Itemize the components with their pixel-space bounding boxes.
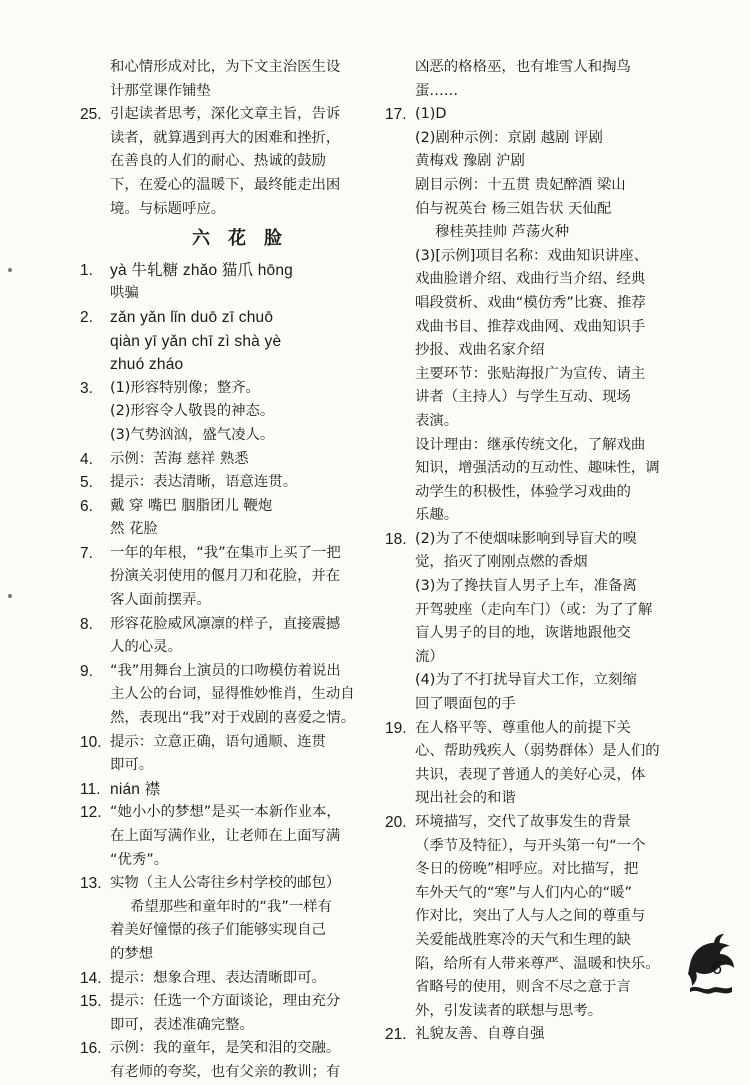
answer-item-20 (385, 811, 697, 1023)
text-line: (3)为了搀扶盲人男子上车，准备离 (415, 578, 637, 595)
text-line: 示例：我的童年，是笑和泪的交融。 (110, 1040, 341, 1057)
right-column (385, 56, 697, 1047)
text-line: (3)[示例]项目名称：戏曲知识讲座、 (415, 247, 649, 264)
answer-item-5 (80, 471, 382, 495)
text-line: 提示：表达清晰，语意连贯。 (110, 474, 298, 491)
text-line: (2)剧种示例：京剧 越剧 评剧 (415, 129, 603, 146)
scan-dot (8, 268, 12, 272)
text-line: 穆桂英挂帅 芦荡火种 (435, 224, 570, 241)
text-line: 戏曲脸谱介绍、戏曲行当介绍、经典 (415, 271, 646, 288)
item-number: 15. (80, 993, 102, 1011)
text-line: 形容花脸威风凛凛的样子，直接震撼 (110, 615, 341, 632)
text-line: zhuó zháo (110, 356, 184, 374)
text-line: 关爱能战胜寒冷的天气和生理的缺 (415, 931, 631, 948)
answer-item-3 (80, 377, 382, 448)
text-line: 有老师的夸奖，也有父亲的教训；有 (110, 1063, 341, 1080)
item-number: 5. (80, 474, 93, 492)
text-line: “她小小的梦想”是买一本新作业本， (110, 804, 341, 821)
answer-item-6 (80, 495, 382, 542)
text-line: zǎn yǎn lǐn duō zī chuō (110, 308, 274, 326)
continued-answer (80, 56, 382, 103)
page-number: 6 (712, 958, 723, 978)
answer-item-9 (80, 660, 382, 731)
item-number: 8. (80, 615, 93, 633)
answer-item-15 (80, 990, 382, 1037)
text-line: 讲者（主持人）与学生互动、现场 (415, 389, 631, 406)
dolphin-icon (684, 930, 738, 996)
text-line: 觉，掐灭了刚刚点燃的香烟 (415, 554, 588, 571)
text-line: 哄骗 (110, 285, 139, 302)
text-line: 在善良的人们的耐心、热诚的鼓励 (110, 153, 326, 170)
text-line: (4)为了不打扰导盲犬工作，立刻缩 (415, 672, 637, 689)
text-line: 伯与祝英台 杨三姐告状 天仙配 (415, 200, 612, 217)
item-number: 4. (80, 450, 93, 468)
text-line: 车外天气的“寒”与人们内心的“暖” (415, 884, 632, 901)
item-number: 3. (80, 379, 93, 397)
text-line: 下，在爱心的温暖下，最终能走出困 (110, 176, 341, 193)
text-line: 引起读者思考，深化文章主旨，告诉 (110, 106, 341, 123)
text-line: 蛋…… (415, 82, 459, 99)
item-number: 20. (385, 814, 407, 831)
text-line: 现出社会的和谐 (415, 790, 516, 807)
item-number: 11. (80, 780, 101, 798)
text-line: 黄梅戏 豫剧 沪剧 (415, 153, 525, 170)
text-line: 然 花脸 (110, 521, 158, 538)
text-line: 回了喂面包的手 (415, 696, 516, 713)
answer-item-17 (385, 103, 697, 528)
text-line: 抄报、戏曲名家介绍 (415, 342, 545, 359)
text-line: 设计理由：继承传统文化，了解戏曲 (415, 436, 646, 453)
text-line: 陷，给所有人带来尊严、温暖和快乐。 (415, 955, 660, 972)
item-number: 10. (80, 733, 102, 751)
text-line: 戏曲书目、推荐戏曲网、戏曲知识手 (415, 318, 646, 335)
item-number: 6. (80, 497, 93, 515)
item-number: 14. (80, 969, 102, 987)
answer-item-21 (385, 1023, 697, 1047)
answer-item-4 (80, 448, 382, 472)
text-line: 开驾驶座（走向车门）（或：为了了解 (415, 601, 653, 618)
text-line: 客人面前摆弄。 (110, 592, 211, 609)
text-line: 环境描写，交代了故事发生的背景 (415, 814, 631, 830)
answer-item-11 (80, 778, 382, 802)
item-number: 1. (80, 261, 93, 279)
text-line: 的梦想 (110, 945, 154, 962)
text-line: 戴 穿 嘴巴 胭脂团儿 鞭炮 (110, 497, 273, 514)
text-line: 主要环节：张贴海报广为宣传、请主 (415, 365, 646, 382)
item-number: 16. (80, 1040, 102, 1058)
item-number: 21. (385, 1026, 407, 1044)
text-line: 提示：立意正确，语句通顺、连贯 (110, 733, 326, 750)
text-line: （季节及特征），与开头第一句“一个 (415, 837, 646, 854)
answer-item-8 (80, 613, 382, 660)
text-line: 读者，就算遇到再大的困难和挫折， (110, 129, 341, 146)
item-number: 25. (80, 106, 102, 124)
text-line: (1)形容特别像；整齐。 (110, 379, 260, 396)
item-number: 7. (80, 544, 93, 562)
text-line: 乐趣。 (415, 507, 459, 524)
text-line: 表演。 (415, 412, 459, 429)
text-line: 和心情形成对比，为下文主治医生设 (110, 59, 341, 75)
text-line: 作对比，突出了人与人之间的尊重与 (415, 908, 646, 925)
text-line: qiàn yī yǎn chī zì shà yè (110, 332, 282, 350)
text-line: 一年的年根，“我”在集市上买了一把 (110, 544, 341, 561)
text-line: (2)形容令人敬畏的神态。 (110, 403, 275, 420)
text-line: 凶恶的格格巫，也有堆雪人和掏鸟 (415, 59, 631, 75)
text-line: 提示：想象合理、表达清晰即可。 (110, 969, 326, 986)
item-number: 12. (80, 804, 102, 822)
text-line: 实物（主人公寄往乡村学校的邮包） (110, 875, 341, 892)
item-number: 13. (80, 875, 102, 893)
text-line: 在上面写满作业，让老师在上面写满 (110, 828, 341, 844)
item-number: 2. (80, 308, 93, 326)
text-line: 共识，表现了普通人的美好心灵，体 (415, 766, 646, 783)
text-line: 着美好憧憬的孩子们能够实现自己 (110, 922, 326, 939)
text-line: 扮演关羽使用的偃月刀和花脸，并在 (110, 568, 341, 585)
text-line: 境。与标题呼应。 (110, 200, 226, 217)
answer-item-16 (80, 1037, 382, 1084)
text-line: 唱段赏析、戏曲“模仿秀”比赛、推荐 (415, 294, 646, 311)
scan-dot (8, 594, 12, 598)
answer-item-10 (80, 731, 382, 778)
continued-answer (385, 56, 697, 103)
text-line: 省略号的使用，则含不尽之意于言 (415, 979, 631, 996)
text-line: 即可。 (110, 757, 154, 774)
answer-item-13 (80, 872, 382, 966)
text-line: 心、帮助残疾人（弱势群体）是人们的 (415, 743, 660, 760)
text-line: 动学生的积极性，体验学习戏曲的 (415, 483, 631, 500)
text-line: 主人公的台词，显得惟妙惟肖，生动自 (110, 686, 355, 703)
text-line: 知识，增强活动的互动性、趣味性，调 (415, 460, 660, 477)
answer-item-14 (80, 967, 382, 991)
answer-item-18 (385, 528, 697, 717)
text-line: 在人格平等、尊重他人的前提下关 (415, 719, 631, 736)
answer-item-12 (80, 801, 382, 872)
text-line: 剧目示例：十五贯 贵妃醉酒 梁山 (415, 176, 626, 193)
answer-item-19 (385, 717, 697, 811)
text-line: 流） (415, 648, 444, 665)
text-line: (2)为了不使烟味影响到导盲犬的嗅 (415, 530, 637, 547)
answer-item-25 (80, 103, 382, 221)
text-line: “我”用舞台上演员的口吻模仿着说出 (110, 662, 341, 679)
text-line: 示例：苦海 慈祥 熟悉 (110, 450, 249, 467)
text-line: yà 牛轧糖 zhǎo 猫爪 hōng (110, 261, 293, 279)
text-line: 希望那些和童年时的“我”一样有 (130, 898, 332, 915)
item-number: 18. (385, 530, 407, 548)
answer-item-1 (80, 259, 382, 306)
text-line: 外，引发读者的联想与思考。 (415, 1002, 603, 1019)
text-line: 礼貌友善、自尊自强 (415, 1026, 545, 1043)
text-line: 盲人男子的目的地，诙谐地跟他交 (415, 625, 631, 642)
item-number: 9. (80, 662, 93, 680)
answer-item-2 (80, 306, 382, 377)
text-line: 人的心灵。 (110, 639, 182, 656)
left-column (80, 56, 382, 1085)
text-line: “优秀”。 (110, 851, 169, 868)
text-line: 计那堂课作铺垫 (110, 82, 211, 99)
text-line: 提示：任选一个方面谈论，理由充分 (110, 993, 341, 1010)
text-line: 然，表现出“我”对于戏剧的喜爱之情。 (110, 710, 356, 727)
text-line: (3)气势汹汹，盛气凌人。 (110, 426, 275, 443)
text-line: (1)D (415, 106, 447, 123)
text-line: nián 襟 (110, 780, 161, 798)
section-title: 六花脸 (192, 228, 300, 250)
item-number: 17. (385, 106, 407, 124)
item-number: 19. (385, 719, 407, 737)
text-line: 即可，表述准确完整。 (110, 1016, 254, 1033)
text-line: 冬日的傍晚”相呼应。对比描写，把 (415, 861, 639, 878)
answer-item-7 (80, 542, 382, 613)
